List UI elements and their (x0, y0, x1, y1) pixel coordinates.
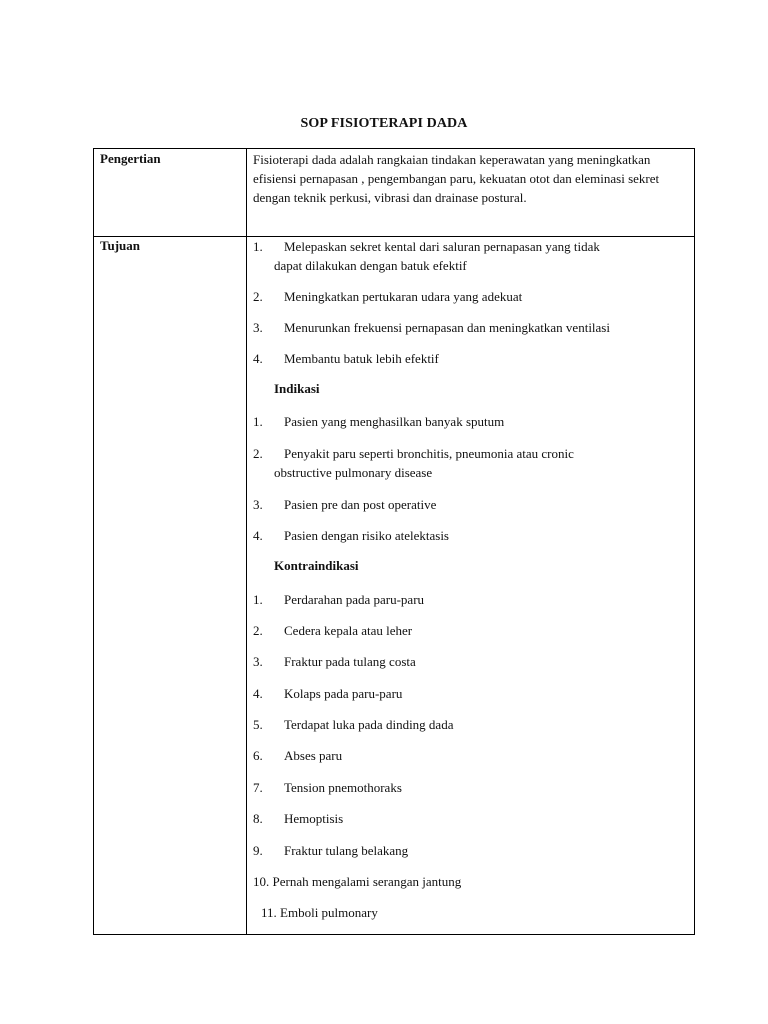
item-number: 11. (261, 905, 277, 920)
item-number: 8. (253, 811, 263, 826)
item-text: Pasien pre dan post operative (284, 497, 437, 512)
kontraindikasi-item-4 (253, 684, 689, 703)
item-number: 1. (253, 592, 263, 607)
kontraindikasi-heading: Kontraindikasi (274, 558, 359, 573)
indikasi-item-1 (253, 412, 689, 431)
kontraindikasi-item-1 (253, 590, 689, 609)
item-text: Pasien yang menghasilkan banyak sputum (284, 414, 505, 429)
item-text-continued: obstructive pulmonary disease (274, 465, 433, 480)
item-text: Perdarahan pada paru-paru (284, 592, 425, 607)
tujuan-item-4 (253, 349, 689, 368)
item-text: Kolaps pada paru-paru (284, 686, 403, 701)
item-number: 6. (253, 748, 263, 763)
kontraindikasi-item-5 (253, 715, 689, 734)
pengertian-text: Fisioterapi dada adalah rangkaian tindakan keperawatan yang meningkatkan efisiensi pernapasan , pengembangan paru, kekuatan otot dan eleminasi sekret dengan teknik perkusi, vibrasi dan drainase postural. (253, 152, 660, 205)
item-text: Pasien dengan risiko atelektasis (284, 528, 449, 543)
item-text: Melepaskan sekret kental dari saluran pernapasan yang tidak (284, 239, 600, 254)
indikasi-heading: Indikasi (274, 381, 320, 396)
label-tujuan: Tujuan (100, 238, 140, 253)
item-number: 4. (253, 528, 263, 543)
item-number: 4. (253, 686, 263, 701)
item-number: 5. (253, 717, 263, 732)
item-number: 3. (253, 654, 263, 669)
indikasi-item-3 (253, 495, 689, 514)
item-text: Fraktur tulang belakang (284, 843, 409, 858)
item-text: Terdapat luka pada dinding dada (284, 717, 454, 732)
item-number: 2. (253, 446, 263, 461)
item-text-continued: dapat dilakukan dengan batuk efektif (274, 258, 467, 273)
kontraindikasi-item-10 (253, 872, 689, 891)
item-text: Fraktur pada tulang costa (284, 654, 416, 669)
column-divider (246, 149, 247, 934)
item-text: Membantu batuk lebih efektif (284, 351, 439, 366)
item-number: 2. (253, 623, 263, 638)
tujuan-item-1 (253, 237, 689, 275)
tujuan-item-3 (253, 318, 689, 337)
kontraindikasi-item-9 (253, 841, 689, 860)
item-number: 3. (253, 320, 263, 335)
document-title: SOP FISIOTERAPI DADA (300, 116, 468, 131)
item-number: 1. (253, 414, 263, 429)
item-text: Tension pnemothoraks (284, 780, 402, 795)
tujuan-item-2 (253, 287, 689, 306)
kontraindikasi-item-3 (253, 652, 689, 671)
item-text: Penyakit paru seperti bronchitis, pneumonia atau cronic (284, 446, 574, 461)
item-number: 7. (253, 780, 263, 795)
item-text: Cedera kepala atau leher (284, 623, 413, 638)
item-text: Meningkatkan pertukaran udara yang adekuat (284, 289, 523, 304)
indikasi-item-4 (253, 526, 689, 545)
item-text: Abses paru (284, 748, 343, 763)
sop-table (93, 148, 695, 935)
item-number: 3. (253, 497, 263, 512)
item-text: Menurunkan frekuensi pernapasan dan meningkatkan ventilasi (284, 320, 610, 335)
indikasi-item-2 (253, 444, 689, 482)
kontraindikasi-item-11 (261, 903, 697, 922)
kontraindikasi-item-7 (253, 778, 689, 797)
label-pengertian: Pengertian (100, 151, 161, 166)
item-number: 1. (253, 239, 263, 254)
item-number: 9. (253, 843, 263, 858)
item-text: Pernah mengalami serangan jantung (272, 874, 462, 889)
kontraindikasi-item-6 (253, 746, 689, 765)
kontraindikasi-item-2 (253, 621, 689, 640)
item-number: 10. (253, 874, 270, 889)
kontraindikasi-item-8 (253, 809, 689, 828)
item-number: 4. (253, 351, 263, 366)
item-text: Emboli pulmonary (280, 905, 378, 920)
item-number: 2. (253, 289, 263, 304)
item-text: Hemoptisis (284, 811, 344, 826)
